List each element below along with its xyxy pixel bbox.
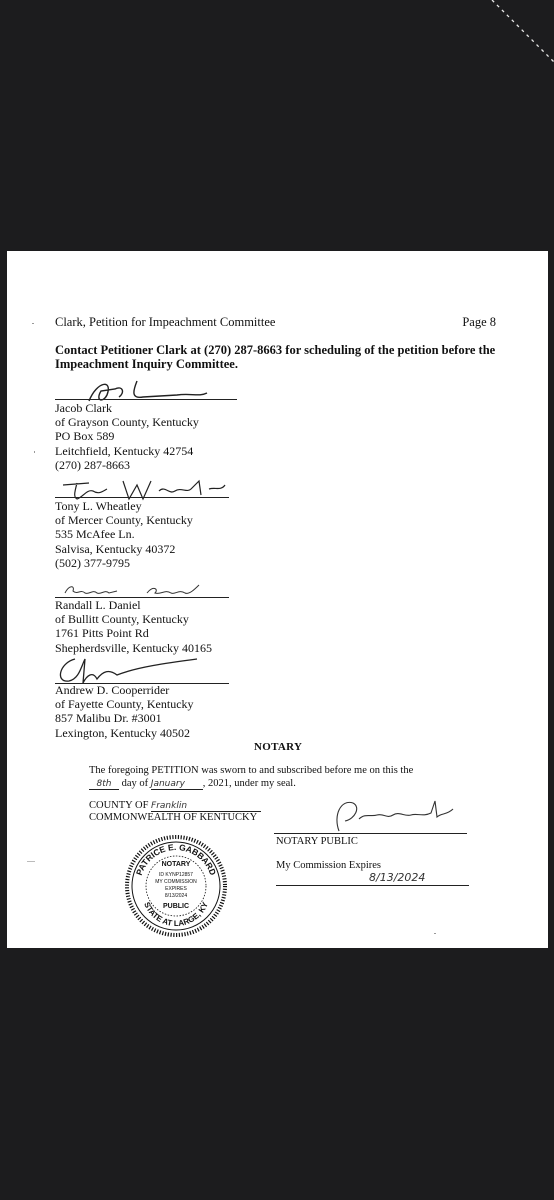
signer-city: Leitchfield, Kentucky 42754	[55, 443, 194, 458]
signer-address: 857 Malibu Dr. #3001	[55, 711, 162, 726]
notary-public-label: NOTARY PUBLIC	[276, 836, 358, 847]
county-label: COUNTY OF	[89, 800, 149, 811]
contact-line-2: Impeachment Inquiry Committee.	[55, 357, 238, 371]
header-title: Clark, Petition for Impeachment Committee	[55, 315, 276, 329]
signer-address: PO Box 589	[55, 429, 115, 444]
signer-randall-daniel	[55, 598, 212, 655]
contact-line-1: Contact Petitioner Clark at (270) 287-8663 for scheduling of the petition before the	[55, 343, 496, 357]
signer-phone: (502) 377-9795	[55, 555, 130, 570]
signer-address: 1761 Pitts Point Rd	[55, 626, 149, 641]
signer-phone: (270) 287-8663	[55, 457, 130, 472]
seal-date: 8/13/2024	[164, 893, 188, 899]
document-page	[7, 251, 548, 948]
notary-day-label: day of	[121, 778, 149, 789]
commission-expires-label: My Commission Expires	[276, 860, 382, 871]
dashed-diagonal-line	[0, 0, 554, 80]
seal-state: STATE AT LARGE, KY	[142, 900, 210, 929]
commission-expires-date: 8/13/2024	[369, 871, 426, 884]
county-handwritten: Franklin	[151, 801, 261, 812]
signer-name: Andrew D. Cooperrider	[55, 683, 170, 697]
signer-county: of Mercer County, Kentucky	[55, 513, 193, 528]
seal-notary: NOTARY	[161, 861, 191, 868]
page-number: Page 8	[462, 315, 496, 329]
signer-address: 535 McAfee Ln.	[55, 527, 135, 542]
notary-signature	[325, 795, 475, 835]
signer-jacob-clark	[55, 401, 199, 472]
signer-name: Randall L. Daniel	[55, 598, 141, 612]
seal-name: PATRICE E. GABBARD	[133, 841, 219, 877]
notary-date-line	[89, 778, 296, 790]
notary-seal-stamp	[124, 834, 228, 938]
signer-tony-wheatley	[55, 499, 193, 570]
seal-id: ID KYNP12857	[159, 872, 193, 878]
signer-county: of Grayson County, Kentucky	[55, 415, 199, 430]
signer-city: Lexington, Kentucky 40502	[55, 725, 190, 740]
notary-county-line	[89, 800, 261, 812]
signer-county: of Bullitt County, Kentucky	[55, 612, 189, 627]
notary-heading: NOTARY	[254, 741, 303, 753]
notary-year-text: , 2021, under my seal.	[202, 778, 296, 789]
notary-day-handwritten: 8th	[89, 779, 119, 790]
signer-andrew-cooperrider	[55, 683, 194, 740]
seal-expires: EXPIRES	[165, 886, 187, 892]
signer-city: Salvisa, Kentucky 40372	[55, 541, 176, 556]
signer-county: of Fayette County, Kentucky	[55, 697, 194, 712]
signer-name: Jacob Clark	[55, 401, 112, 415]
seal-public: PUBLIC	[162, 903, 190, 910]
notary-month-handwritten: January	[151, 779, 203, 790]
notary-sworn-text: The foregoing PETITION was sworn to and subscribed before me on this the	[89, 765, 414, 776]
commonwealth-label: COMMONWEALTH OF KENTUCKY	[89, 812, 258, 823]
signer-city: Shepherdsville, Kentucky 40165	[55, 640, 212, 655]
signer-name: Tony L. Wheatley	[55, 499, 142, 513]
seal-commission: MY COMMISSION	[155, 879, 197, 885]
